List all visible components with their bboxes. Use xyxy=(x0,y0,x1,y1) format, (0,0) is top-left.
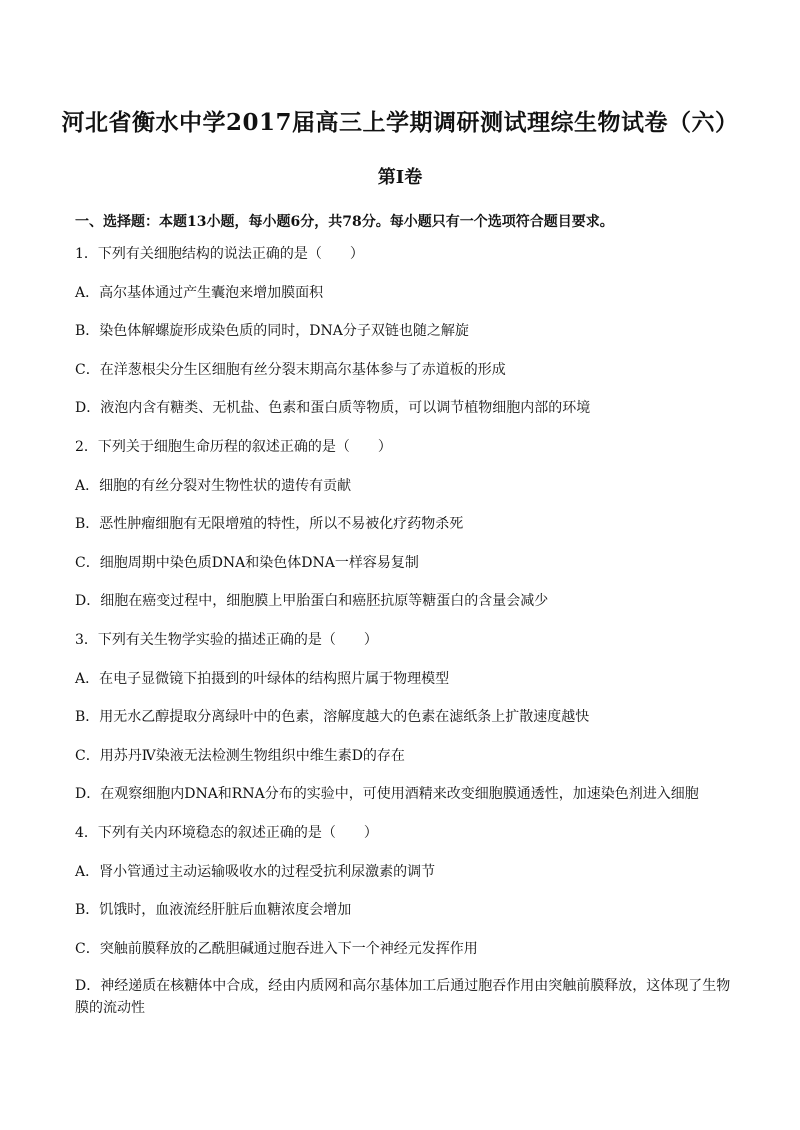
question-1-option-b: B．染色体解螺旋形成染色质的同时，DNA分子双链也随之解旋 xyxy=(75,323,469,340)
exam-title: 河北省衡水中学2017届高三上学期调研测试理综生物试卷（六） xyxy=(61,109,739,136)
section-heading: 一、选择题：本题13小题，每小题6分，共78分。每小题只有一个选项符合题目要求。 xyxy=(75,214,614,230)
question-2-stem: 2．下列关于细胞生命历程的叙述正确的是（ ） xyxy=(75,438,392,455)
question-1-option-c: C．在洋葱根尖分生区细胞有丝分裂末期高尔基体参与了赤道板的形成 xyxy=(75,361,506,378)
question-3-stem: 3．下列有关生物学实验的描述正确的是（ ） xyxy=(75,631,378,648)
volume-heading: 第Ⅰ卷 xyxy=(377,167,423,188)
question-1-option-a: A．高尔基体通过产生囊泡来增加膜面积 xyxy=(75,284,324,301)
question-1-stem: 1．下列有关细胞结构的说法正确的是（ ） xyxy=(75,246,364,262)
question-2-option-b: B．恶性肿瘤细胞有无限增殖的特性，所以不易被化疗药物杀死 xyxy=(75,516,464,533)
question-3-option-c: C．用苏丹Ⅳ染液无法检测生物组织中维生素D的存在 xyxy=(75,747,405,764)
question-3-option-d: D．在观察细胞内DNA和RNA分布的实验中，可使用酒精来改变细胞膜通透性，加速染色剂进入细胞 xyxy=(75,786,699,803)
question-2-option-c: C．细胞周期中染色质DNA和染色体DNA一样容易复制 xyxy=(75,554,419,571)
questions-list xyxy=(75,244,735,1019)
question-4-option-d: D．神经递质在核糖体中合成，经由内质网和高尔基体加工后通过胞吞作用由突触前膜释放，这体现了生物膜的流动性 xyxy=(75,978,731,1017)
question-1-option-d: D．液泡内含有糖类、无机盐、色素和蛋白质等物质，可以调节植物细胞内部的环境 xyxy=(75,400,591,417)
question-4-stem: 4．下列有关内环境稳态的叙述正确的是（ ） xyxy=(75,824,378,841)
question-4-option-c: C．突触前膜释放的乙酰胆碱通过胞吞进入下一个神经元发挥作用 xyxy=(75,940,478,957)
question-3-option-b: B．用无水乙醇提取分离绿叶中的色素，溶解度越大的色素在滤纸条上扩散速度越快 xyxy=(75,709,590,726)
question-4-option-b: B．饥饿时，血液流经肝脏后血糖浓度会增加 xyxy=(75,902,352,919)
question-2-option-a: A．细胞的有丝分裂对生物性状的遗传有贡献 xyxy=(75,477,352,494)
question-3-option-a: A．在电子显微镜下拍摄到的叶绿体的结构照片属于物理模型 xyxy=(75,670,450,687)
question-4-option-a: A．肾小管通过主动运输吸收水的过程受抗利尿激素的调节 xyxy=(75,863,436,880)
question-2-option-d: D．细胞在癌变过程中，细胞膜上甲胎蛋白和癌胚抗原等糖蛋白的含量会减少 xyxy=(75,593,549,610)
